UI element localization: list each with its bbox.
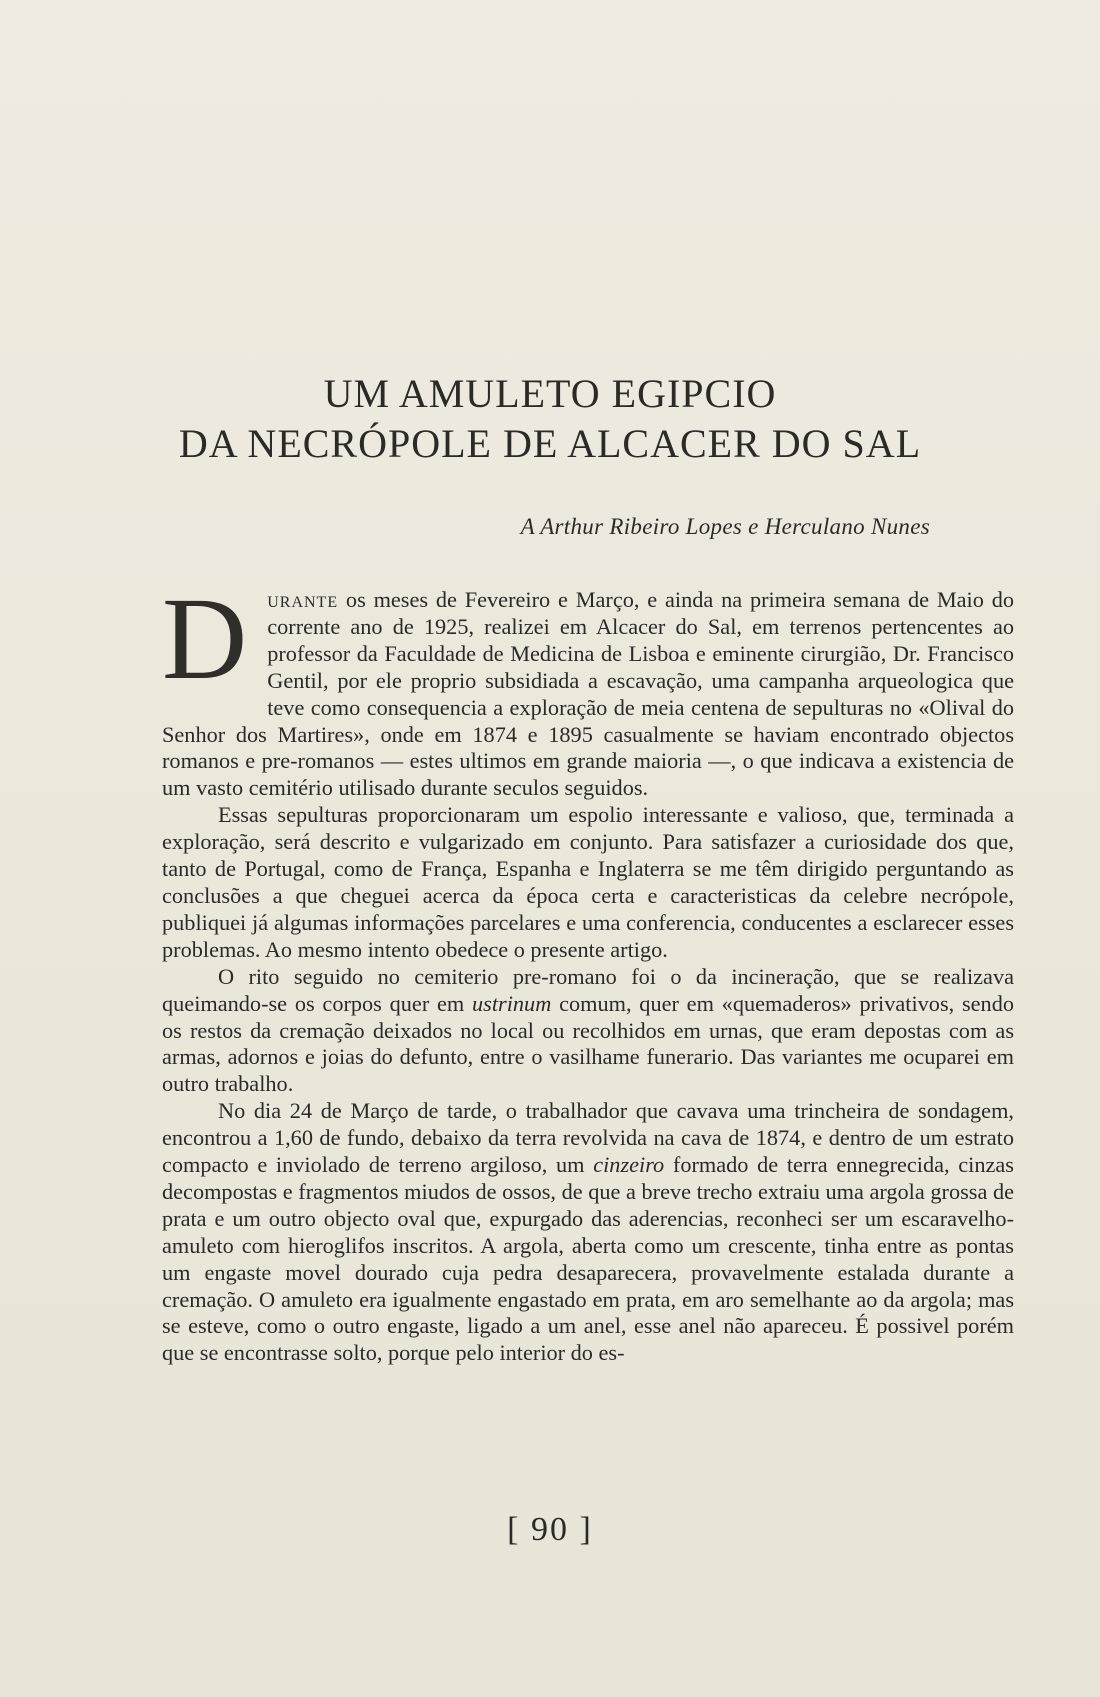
article-body bbox=[162, 573, 1014, 1367]
paragraph-4-text-a: No dia 24 de Março de tarde, o trabalhador que cavava uma trincheira de sondagem, encontrou a 1,60 de fundo, debaixo da terra revolvida na cava de 1874, e dentro de um estrato compacto e inviolado de terreno argiloso, um bbox=[162, 1098, 1014, 1178]
dedication: A Arthur Ribeiro Lopes e Herculano Nunes bbox=[520, 514, 930, 539]
article-title-line-1: UM AMULETO EGIPCIO bbox=[323, 371, 777, 416]
italic-term-ustrinum: ustrinum bbox=[472, 990, 552, 1016]
article-title-line-2: DA NECRÓPOLE DE ALCACER DO SAL bbox=[178, 421, 922, 466]
lead-in: urante bbox=[267, 587, 339, 612]
paragraph-4-text-b: formado de terra ennegrecida, cinzas decompostas e fragmentos miudos de ossos, de que a breve trecho extraiu uma argola grossa de prata e um outro objecto oval que, expurgado das aderencias, reconheci ser um escaravelho-amuleto com hieroglifos inscritos. A argola, aberta como um crescente, tinha entre as pontas um engaste movel dourado cuja pedra desaparecera, provavelmente estalada durante a cremação. O amuleto era igualmente engastado em prata, em aro semelhante ao da argola; mas se esteve, como o outro engaste, ligado a um anel, esse anel não apareceu. É possivel porém que se encontrasse solto, porque pelo interior do es- bbox=[162, 1152, 1014, 1366]
paragraph-3-text-b: comum, quer em «quemaderos» privativos, sendo os restos da cremação deixados no local ou recolhidos em urnas, que eram depostas com as armas, adornos e joias do defunto, entre o vasilhame funerario. Das variantes me ocuparei em outro trabalho. bbox=[162, 990, 1014, 1097]
paragraph-3-text-a: O rito seguido no cemiterio pre-romano foi o da incineração, que se realizava queimando-se os corpos quer em bbox=[162, 963, 1014, 1016]
drop-cap: D bbox=[162, 573, 248, 704]
italic-term-cinzeiro: cinzeiro bbox=[593, 1152, 665, 1178]
paragraph-2: Essas sepulturas proporcionaram um espolio interessante e valioso, que, terminada a exploração, será descrito e vulgarizado em conjunto. Para satisfazer a curiosidade dos que, tanto de Portugal, como de França, Espanha e Inglaterra se me têm dirigido perguntando as conclusões a que cheguei acerca da época certa e caracteristicas da celebre necrópole, publiquei já algumas informações parcelares e uma conferencia, conducentes a esclarecer esses problemas. Ao mesmo intento obedece o presente artigo. bbox=[162, 802, 1014, 962]
paragraph-1-text: os meses de Fevereiro e Março, e ainda na primeira semana de Maio do corrente ano de 1925, realizei em Alcacer do Sal, em terrenos pertencentes ao professor da Faculdade de Medicina de Lisboa e eminente cirurgião, Dr. Francisco Gentil, por ele proprio subsidiada a escavação, uma campanha arqueologica que teve como consequencia a exploração de meia centena de sepulturas no «Olival do Senhor dos Martires», onde em 1874 e 1895 casualmente se haviam encontrado objectos romanos e pre-romanos — estes ultimos em grande maioria —, o que indicava a existencia de um vasto cemitério utilisado durante seculos seguidos. bbox=[162, 587, 1014, 801]
paragraph-1 bbox=[162, 573, 1014, 802]
paragraph-4 bbox=[162, 1098, 1014, 1367]
paragraph-3 bbox=[162, 964, 1014, 1099]
page-number: [ 90 ] bbox=[507, 1511, 593, 1548]
